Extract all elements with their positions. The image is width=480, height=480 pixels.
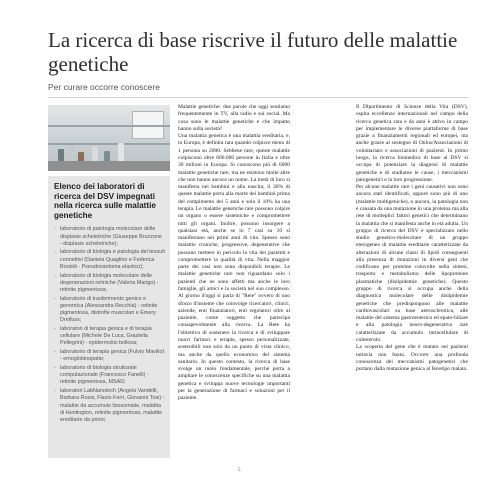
photo-shelf — [48, 125, 170, 127]
body-column-2 — [356, 104, 468, 464]
article-title: La ricerca di base riscrive il futuro delle malattie genetiche — [48, 28, 458, 76]
lab-list-item: - laboratorio di trasferimento genico e genomica (Alessandra Recchia) - retinite pigmentosa, distrofie muscolari e Emery Dreifuss; — [54, 296, 165, 325]
lab-list-sidebar — [48, 176, 170, 458]
article-subtitle: Per curare occorre conoscere — [48, 82, 160, 92]
body-paragraph: Malattie genetiche: due parole che oggi sentiamo frequentemente in TV, alla radio e sui social. Ma cosa sono le malattie genetiche e che impatto hanno sulla società? — [178, 104, 290, 132]
body-paragraph: Per alcune malattie rare i geni causativi non sono ancora stati identificati, oppure sono più di uno (malattie multigeniche), o ancora, la patologia non è causata da una mutazione in una proteina ma alla rete di molteplici fattori genetici che determinano la malattia che si manifesta anche in età adulta. Un gruppo di ricerca del DSV è specializzato nello studio genetico-molecolare di un gruppo eterogeneo di malattie ereditarie caratterizzate da alterazioni di alcune classi di lipidi conseguenti alla presenza di mutazioni in diversi geni che codificano per proteine coinvolte nella sintesi, trasporto e metabolismo delle lipoproteine plasmatiche (dislipidemie genetiche). Questo gruppo di ricerca si occupa anche della diagnostica molecolare delle dislipidemie genetiche che predispongono alle malattie cardiovascolari su base aterosclerotica, alle malattie del sistema gastroenterico ed epato-biliare e alla patologia neuro-degenerativa rare caratterizzate da accumulo intracellulare di colesterolo. — [356, 184, 468, 343]
body-paragraph: Una malattia genetica è una malattia ereditaria, e, in Europa, è definita rara quando colpisce meno di 1 persona su 2000. Sebbene rare, queste malattie colpiscono oltre 600.000 persone in Italia e oltre 30 milioni in Europa. Si conoscono più di 6000 malattie genetiche rare, ma ne esistono molte altre che non hanno ancora un nome. La metà di loro si manifesta nei bambini e alla nascita; il 30% di queste malattie porta alla morte dei bambini prima del compimento dei 5 anni e solo il 10% ha una terapia. Le malattie genetiche rare possono colpire un organo o essere sistemiche e compromettere tutti gli organi. Inoltre, possono insorgere a qualsiasi età, anche se in 7 casi su 10 si manifestano nei primi anni di vita. Spesso sono malattie croniche, progressive, degenerative che possono mettere in pericolo la vita dei pazienti e compromettere la qualità di vita. Nella maggior parte dei casi non sono disponibili terapie. Le malattie genetiche rare non riguardano solo i pazienti che ne sono affetti ma anche le loro famiglie, gli amici e la società nel suo complesso. Al giorno d'oggi si parla di "Rete" ovvero di uno sforzo d'insieme che coinvolge ricercatori, clinici, aziende, enti finanziatori, enti regolatori oltre al paziente, come soggetto che partecipa consapevolmente alla ricerca. La Rete ha l'obiettivo di sostenere la ricerca e di sviluppare nuovi farmaci e terapie, spesso personalizzate, sostenibili non solo da un punto di vista clinico, ma anche da quello economico del sistema sanitario. In questo contesto, la ricerca di base svolge un ruolo fondamentale, perché porta a ampliare le conoscenze specifiche su una malattia genetica e sviluppa nuove tecnologie importanti per la generazione di farmaci e soluzioni per il paziente. — [178, 133, 290, 402]
photo-bottle — [118, 143, 124, 163]
body-column-1 — [178, 104, 290, 464]
lab-list — [48, 226, 170, 424]
lab-list-item: - laboratorio di biologia e patologia dei tessuti connettivi (Daniela Quaglino e Federica Boraldi - Pseudoxantoma elastico); — [54, 249, 165, 271]
lab-list-item: - laboratorio di terapia genica (Fulvio Mavilio) - emoglobinopatie; — [54, 349, 165, 363]
laboratory-photo — [48, 105, 170, 171]
photo-bench — [48, 161, 170, 171]
lab-list-item: - laboratorio di patologia molecolare delle displasie scheletriche (Giuseppe Bruzzone - displasie scheletriche); — [54, 226, 165, 248]
lab-list-item: - laboratori LabNanotech (Angela Vandelli, Barbara Rossi, Flavio Ferri, Giovanni Tosi) - malattie da accumulo lisosomiale, malattia di Huntington, retinite pigmentosa, malattie ereditarie da prioni. — [54, 388, 165, 424]
lab-list-item: - laboratorio di biologia molecolare delle degenerazioni retiniche (Valeria Marigo) - retinite pigmentosa; — [54, 273, 165, 295]
header-divider — [48, 97, 468, 98]
lab-list-item: - laboratorio di biologia strutturale computazionale (Francesco Fanelli) - retinite pigmentosa, MSAD; — [54, 365, 165, 387]
body-paragraph: Il Dipartimento di Scienze della Vita (DSV), ospita eccellenze internazionali nel campo della ricerca genetica rara e da anni è attivo in campo per implementare le diverse piattaforme di base grazie a finanziamenti regionali ed europei, ma anche grazie al sostegno di Onlus/Associazioni di volontariato e associazioni di pazienti. In primo luogo, la ricerca biomedica di base al DSV si occupa di potenziare la diagnosi di malattie genetiche e di studiarne le cause, i meccanismi patogenetici e la loro progressione. — [356, 104, 468, 183]
sidebar-title: Elenco dei laboratori di ricerca del DSV impegnati nella ricerca sulle malattie genetiche — [54, 182, 156, 220]
photo-shelf — [48, 143, 170, 145]
body-paragraph: La scoperta del gene che è mutato nei pazienti tuttavia non basta. Occorre una profonda conoscenza dei meccanismi patogenetici che portano dalla mutazione genica al fenotipo malato. — [356, 344, 468, 373]
lab-list-item: - laboratori di terapia genica e di terapia cellulare (Michele De Luca, Graziella Pellegrini) - epidermolisi bollosa; — [54, 326, 165, 348]
page-number: 5 — [238, 468, 241, 473]
